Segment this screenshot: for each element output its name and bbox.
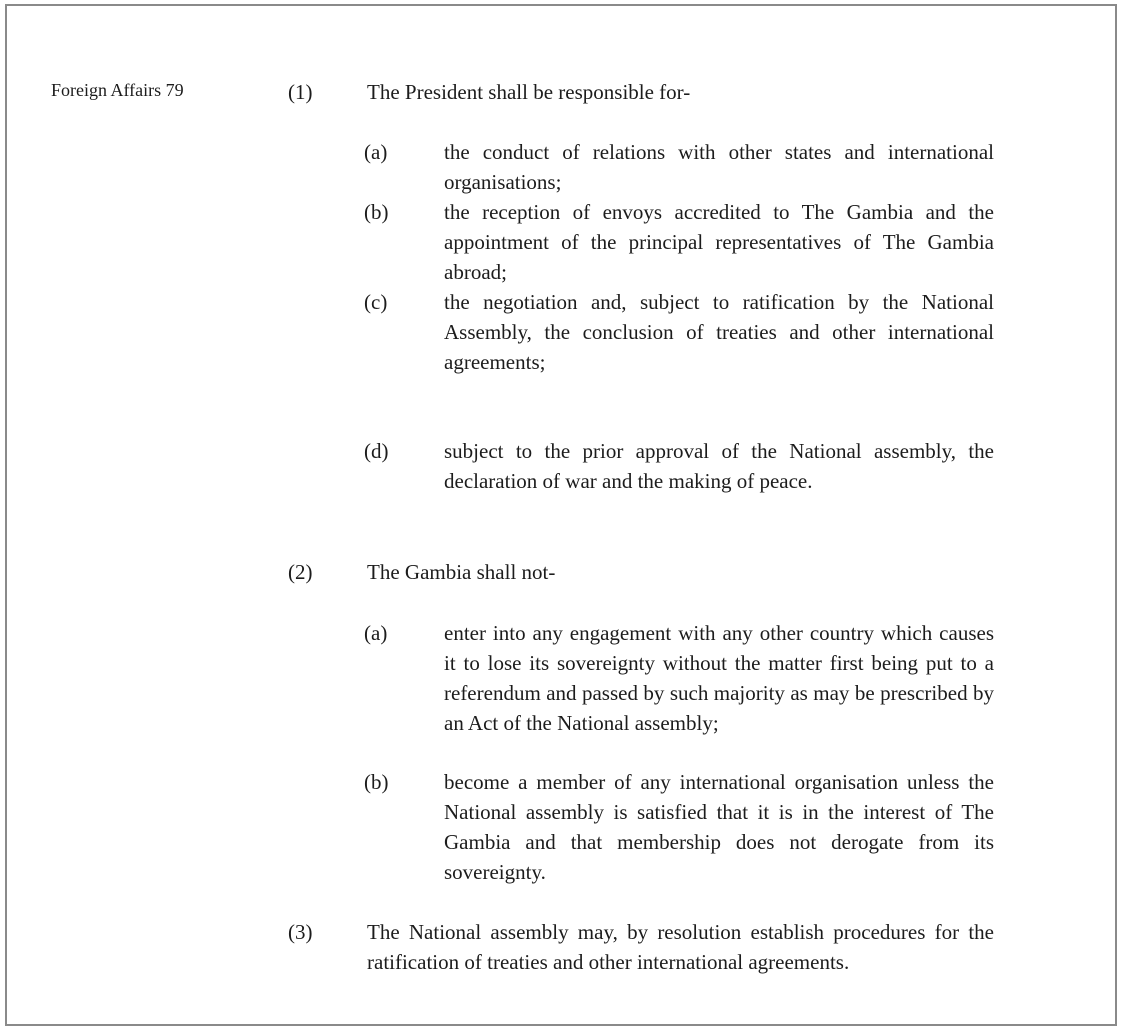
margin-note: Foreign Affairs 79 [51,80,184,100]
item-text: become a member of any international organisation unless the National assembly is satisfied that it is in the interest of The Gambia and that membership does not derogate from its sovereignty. [444,770,994,884]
item-label: (b) [364,200,389,224]
item-label: (a) [364,140,388,164]
section-number: (3) [288,920,313,944]
section-number: (2) [288,560,313,584]
item-text: enter into any engagement with any other country which causes it to lose its sovereignty without the matter first being put to a referendum and passed by such majority as may be prescribed by an Act of the National assembly; [444,621,994,735]
item-text: subject to the prior approval of the National assembly, the declaration of war and the making of peace. [444,439,994,493]
item-label: (a) [364,621,388,645]
section-lead: The President shall be responsible for- [367,80,691,104]
item-label: (d) [364,439,389,463]
section-lead: The Gambia shall not- [367,560,556,584]
section-lead: The National assembly may, by resolution establish procedures for the ratification of treaties and other international agreements. [367,920,994,974]
item-text: the reception of envoys accredited to The Gambia and the appointment of the principal representatives of The Gambia abroad; [444,200,994,284]
section-number: (1) [288,80,313,104]
item-text: the conduct of relations with other states and international organisations; [444,140,994,194]
item-text: the negotiation and, subject to ratification by the National Assembly, the conclusion of treaties and other international agreements; [444,290,994,374]
item-label: (b) [364,770,389,794]
item-label: (c) [364,290,388,314]
